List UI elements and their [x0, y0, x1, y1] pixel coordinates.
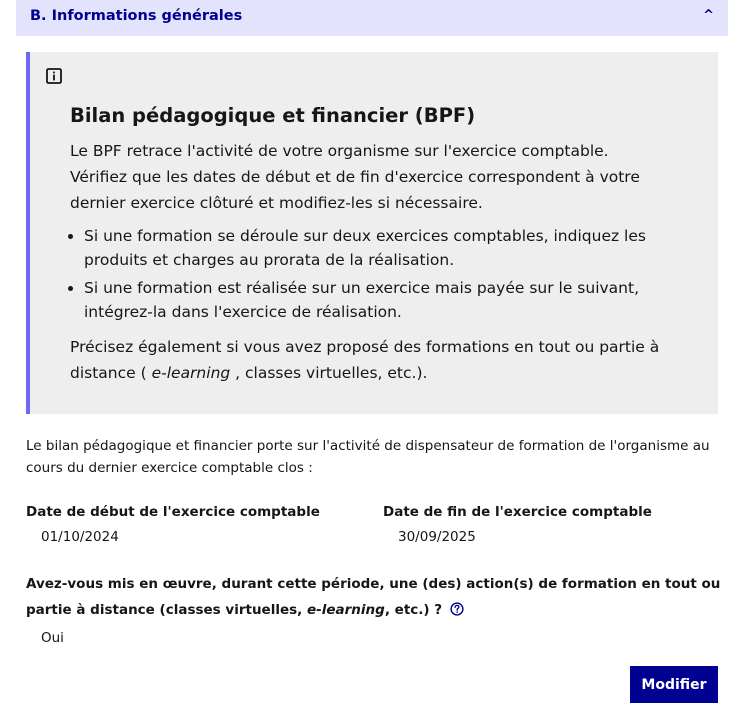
section-header-informations-generales[interactable]	[16, 0, 728, 36]
question-prefix: Avez-vous mis en œuvre, durant cette période, une (des) action(s) de formation en tout ou partie à distance (classes virtuelles,	[26, 576, 721, 618]
modify-button[interactable]: Modifier	[630, 666, 718, 703]
start-date-label: Date de début de l'exercice comptable	[26, 504, 320, 520]
info-icon	[46, 68, 62, 84]
help-circle-icon[interactable]	[450, 602, 464, 616]
callout-bullet-item: • Si une formation est réalisée sur un exercice mais payée sur le suivant, intégrez-la dans l'exercice de réalisation.	[84, 276, 670, 324]
callout-outro-prefix: Précisez également si vous avez proposé des formations en tout ou partie à distance (	[70, 338, 660, 382]
distance-learning-question	[26, 571, 736, 623]
distance-learning-answer: Oui	[41, 630, 64, 646]
callout-bullet-list	[70, 224, 670, 324]
bpf-intro-text: Le bilan pédagogique et financier porte sur l'activité de dispensateur de formation de l'organisme au cours du dernier exercice comptable clos :	[26, 438, 710, 476]
callout-outro-emphasis: e-learning	[151, 364, 231, 382]
chevron-up-icon[interactable]: ^	[703, 8, 714, 23]
end-date-value: 30/09/2025	[398, 529, 476, 545]
callout-intro: Le BPF retrace l'activité de votre organisme sur l'exercice comptable. Vérifiez que les dates de début et de fin d'exercice correspondent à votre dernier exercice clôturé et modifiez-les si nécessaire.	[70, 142, 640, 212]
start-date-value: 01/10/2024	[41, 529, 119, 545]
callout-outro-suffix: , classes virtuelles, etc.).	[230, 364, 428, 382]
section-title: B. Informations générales	[30, 8, 243, 24]
callout-title: Bilan pédagogique et financier (BPF)	[70, 104, 476, 127]
callout-bullet-item: • Si une formation se déroule sur deux exercices comptables, indiquez les produits et charges au prorata de la réalisation.	[84, 224, 670, 272]
end-date-label: Date de fin de l'exercice comptable	[383, 504, 652, 520]
question-emphasis: e-learning	[307, 602, 385, 618]
callout-body	[70, 138, 670, 386]
callout-outro	[70, 334, 670, 386]
bpf-info-callout	[26, 52, 718, 414]
question-suffix: , etc.) ?	[384, 602, 443, 618]
